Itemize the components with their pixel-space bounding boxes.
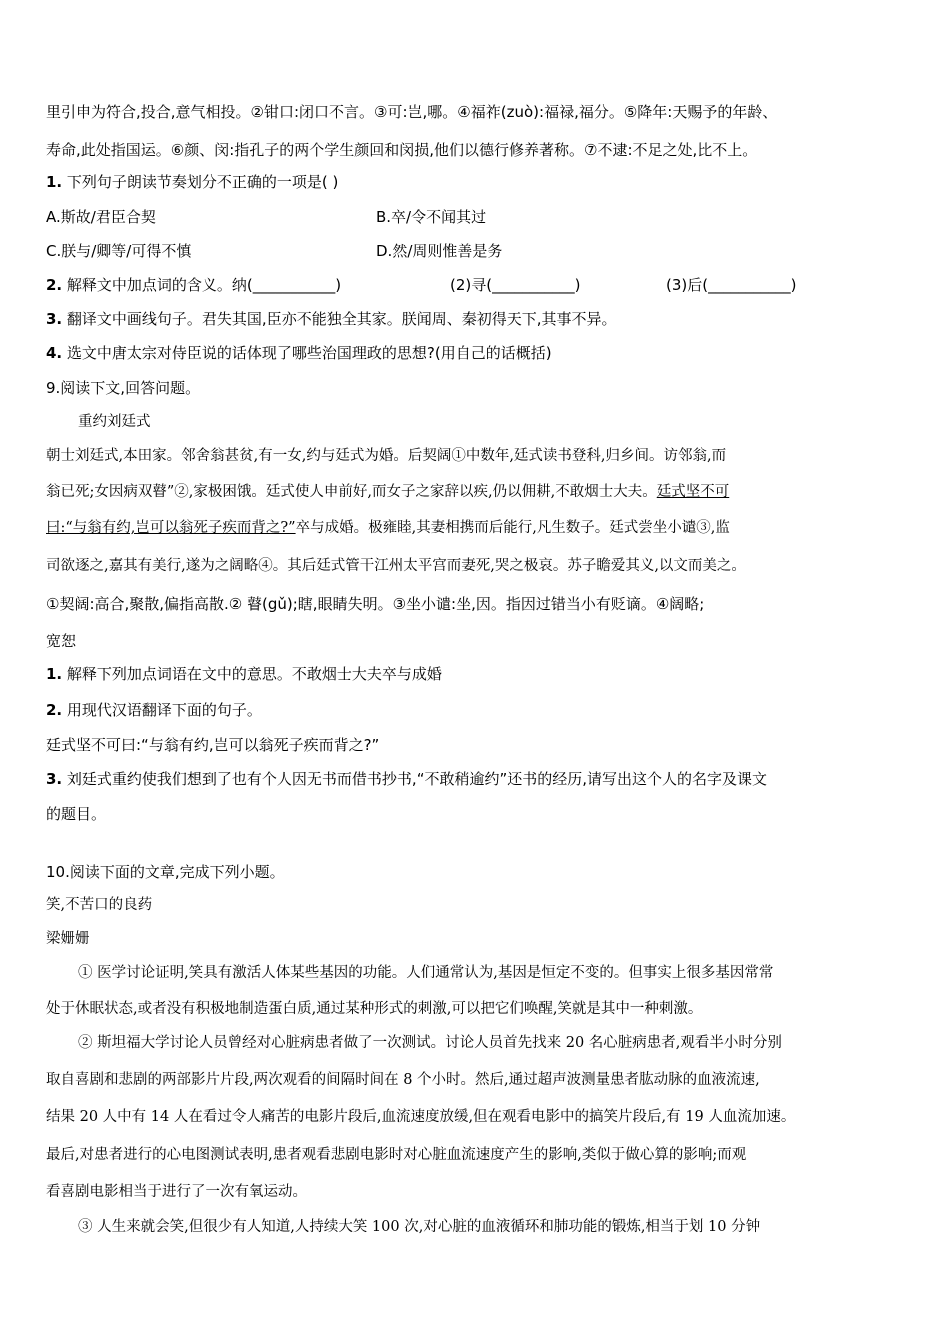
q10-p1-line-2: 处于休眠状态,或者没有积极地制造蛋白质,通过某种形式的刺激,可以把它们唤醒,笑就是其中一种刺激。 xyxy=(46,1001,703,1017)
q9-passage-title: 重约刘廷式 xyxy=(78,414,151,430)
q9-2 xyxy=(46,700,906,720)
option-a: A.斯故/君臣合契 xyxy=(46,208,156,226)
q9-2-sentence: 廷式坚不可曰:“与翁有约,岂可以翁死子疾而背之?” xyxy=(46,736,380,754)
q10-p2-line-2: 取自喜剧和悲剧的两部影片片段,两次观看的间隔时间在 8 个小时。然后,通过超声波测量患者肱动脉的血液流速, xyxy=(46,1072,760,1088)
q10-p1-line-1: ① 医学讨论证明,笑具有激活人体某些基因的功能。人们通常认为,基因是恒定不变的。但事实上很多基因常常 xyxy=(78,965,774,981)
q9-passage-line-2 xyxy=(46,482,906,502)
q8-3-number: 3. xyxy=(46,310,63,328)
q8-options-row-2 xyxy=(46,241,906,261)
q10-heading: 10.阅读下面的文章,完成下列小题。 xyxy=(46,863,285,881)
q9-3-number: 3. xyxy=(46,770,63,788)
q8-2-part2: (2)寻(___________) xyxy=(450,276,581,294)
q9-3-line-1 xyxy=(46,769,906,789)
q9-passage-line-3 xyxy=(46,518,906,538)
q10-article-title: 笑,不苦口的良药 xyxy=(46,897,153,913)
q9-underlined-sentence-end: 曰:“与翁有约,岂可以翁死子疾而背之?” xyxy=(46,520,296,536)
q8-4 xyxy=(46,343,906,363)
option-b: B.卒/令不闻其过 xyxy=(376,208,487,226)
q8-3-text: 翻译文中画线句子。君失其国,臣亦不能独全其家。朕闻周、秦初得天下,其事不异。 xyxy=(66,310,617,328)
q10-p2-line-3: 结果 20 人中有 14 人在看过令人痛苦的电影片段后,血流速度放缓,但在观看电影中的搞笑片段后,有 19 人血流加速。 xyxy=(46,1109,796,1125)
q8-4-text: 选文中唐太宗对侍臣说的话体现了哪些治国理政的思想?(用自己的话概括) xyxy=(66,344,552,362)
q9-1-number: 1. xyxy=(46,665,63,683)
notes-line-1: 里引申为符合,投合,意气相投。②钳口:闭口不言。③可:岂,哪。④福祚(zuò):福禄,福分。⑤降年:天赐予的年龄、 xyxy=(46,103,778,121)
q9-2-text: 用现代汉语翻译下面的句子。 xyxy=(66,701,262,719)
q8-2-number: 2. xyxy=(46,276,63,294)
q9-1-text: 解释下列加点词语在文中的意思。不敢烟士大夫卒与成婚 xyxy=(66,665,442,683)
q9-heading: 9.阅读下文,回答问题。 xyxy=(46,379,201,397)
q8-1-text: 下列句子朗读节奏划分不正确的一项是( ) xyxy=(66,173,339,191)
option-c: C.朕与/卿等/可得不慎 xyxy=(46,242,192,260)
q9-passage-line-4: 司欲逐之,嘉其有美行,遂为之阔略④。其后廷式管干江州太平宫而妻死,哭之极哀。苏子瞻爱其义,以文而美之。 xyxy=(46,558,746,574)
notes-line-2: 寿命,此处指国运。⑥颜、闵:指孔子的两个学生颜回和闵损,他们以德行修养著称。⑦不逮:不足之处,比不上。 xyxy=(46,141,758,159)
q9-2-number: 2. xyxy=(46,701,63,719)
q10-article-author: 梁姗姗 xyxy=(46,931,90,947)
q8-2 xyxy=(46,275,906,295)
q8-2-part3: (3)后(___________) xyxy=(666,276,797,294)
q8-options-row-1 xyxy=(46,207,906,227)
q9-1 xyxy=(46,664,906,684)
q10-p3-line-1: ③ 人生来就会笑,但很少有人知道,人持续大笑 100 次,对心脏的血液循环和肺功能的锻炼,相当于划 10 分钟 xyxy=(78,1219,761,1235)
q9-3-text: 刘廷式重约使我们想到了也有个人因无书而借书抄书,“不敢稍逾约”还书的经历,请写出这个人的名字及课文 xyxy=(66,770,768,788)
q9-3-line-2: 的题目。 xyxy=(46,805,107,823)
q8-1 xyxy=(46,172,906,192)
option-d: D.然/周则惟善是务 xyxy=(376,242,503,260)
q9-passage-line-3b: 卒与成婚。极雍睦,其妻相携而后能行,凡生数子。廷式尝坐小谴③,监 xyxy=(295,520,730,536)
q9-notes-line-2: 宽恕 xyxy=(46,632,77,650)
q9-underlined-sentence-start: 廷式坚不可 xyxy=(656,484,730,500)
q9-passage-line-1: 朝士刘廷式,本田家。邻舍翁甚贫,有一女,约与廷式为婚。后契阔①中数年,廷式读书登科,归乡间。访邻翁,而 xyxy=(46,448,727,464)
q8-3 xyxy=(46,309,906,329)
q8-4-number: 4. xyxy=(46,344,63,362)
q10-p2-line-4: 最后,对患者进行的心电图测试表明,患者观看悲剧电影时对心脏血流速度产生的影响,类似于做心算的影响;而观 xyxy=(46,1147,747,1163)
q8-2-text: 解释文中加点词的含义。纳(___________) xyxy=(66,276,342,294)
q9-notes-line-1: ①契阔:高合,聚散,偏指高散.② 瞽(gǔ);瞎,眼睛失明。③坐小谴:坐,因。指因过错当小有贬谪。④阔略; xyxy=(46,595,705,613)
q10-p2-line-1: ② 斯坦福大学讨论人员曾经对心脏病患者做了一次测试。讨论人员首先找来 20 名心脏病患者,观看半小时分别 xyxy=(78,1035,782,1051)
q8-1-number: 1. xyxy=(46,173,63,191)
q9-passage-line-2a: 翁已死;女因病双瞽”②,家极困饿。廷式使人申前好,而女子之家辞以疾,仍以佣耕,不敢烟士大夫。 xyxy=(46,484,657,500)
q10-p2-line-5: 看喜剧电影相当于进行了一次有氧运动。 xyxy=(46,1184,307,1200)
